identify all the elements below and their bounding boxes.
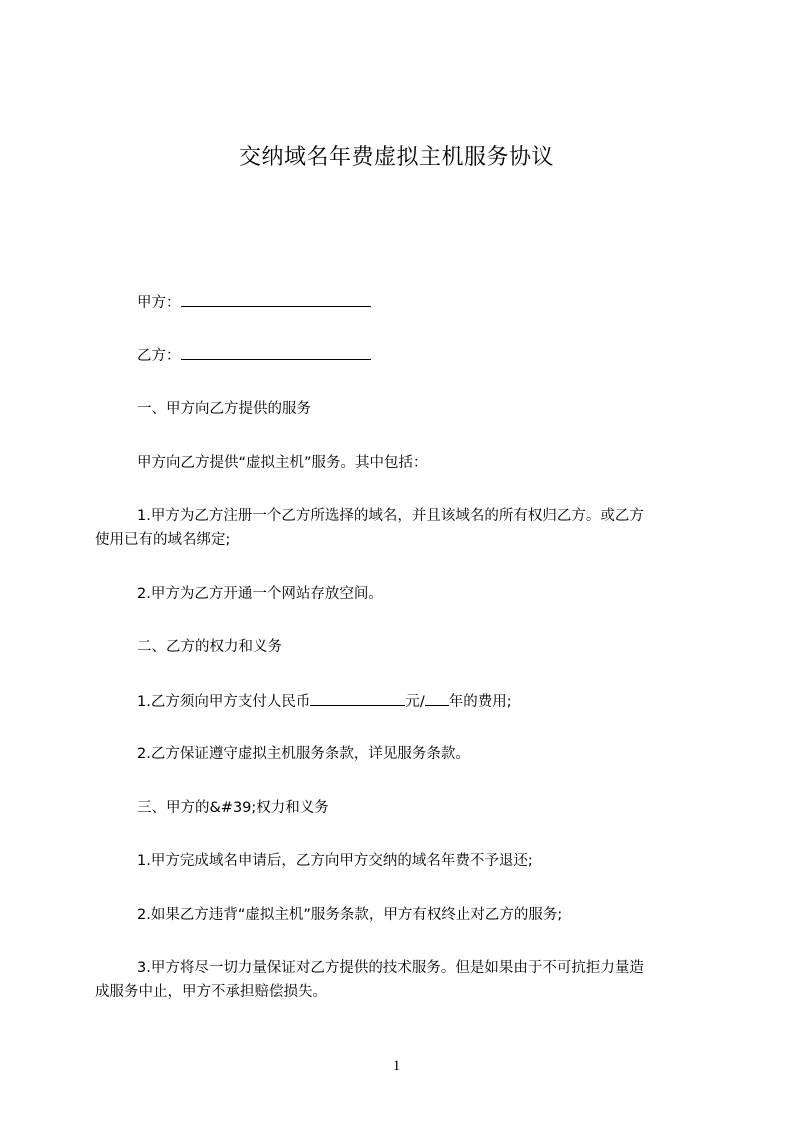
- section-3-item-3-line-2: 成服务中止，甲方不承担赔偿损失。: [95, 984, 327, 1000]
- payment-unit: 元/: [405, 694, 425, 710]
- payment-years-blank: [425, 691, 449, 706]
- section-2-item-2: 2.乙方保证遵守虚拟主机服务条款，详见服务条款。: [137, 746, 470, 762]
- section-3-item-3-line-1: 3.甲方将尽一切力量保证对乙方提供的技术服务。但是如果由于不可抗拒力量造: [137, 960, 644, 976]
- page-number: 1: [392, 1058, 401, 1074]
- party-b-label: 乙方：: [137, 348, 181, 364]
- section-1-item-1-line-1: 1.甲方为乙方注册一个乙方所选择的域名，并且该域名的所有权归乙方。或乙方: [137, 508, 644, 524]
- section-2-heading: 二、乙方的权力和义务: [137, 639, 282, 655]
- section-1-heading: 一、甲方向乙方提供的服务: [137, 401, 311, 417]
- party-a-blank: [181, 292, 371, 307]
- section-1-intro: 甲方向乙方提供“虚拟主机”服务。其中包括：: [137, 455, 428, 471]
- payment-prefix: 1.乙方须向甲方支付人民币: [137, 694, 311, 710]
- party-a-line: [137, 292, 371, 313]
- section-3-heading: 三、甲方的&#39;权力和义务: [137, 800, 329, 816]
- payment-amount-blank: [310, 691, 405, 706]
- payment-suffix: 年的费用;: [448, 694, 512, 710]
- section-3-item-1: 1.甲方完成域名申请后，乙方向甲方交纳的域名年费不予退还;: [137, 853, 533, 869]
- section-1-item-2: 2.甲方为乙方开通一个网站存放空间。: [137, 586, 383, 602]
- page-title: 交纳域名年费虚拟主机服务协议: [238, 145, 554, 170]
- section-1-item-1-line-2: 使用已有的域名绑定;: [95, 532, 231, 548]
- section-3-item-2: 2.如果乙方违背“虚拟主机”服务条款，甲方有权终止对乙方的服务;: [137, 907, 563, 923]
- party-a-label: 甲方：: [137, 295, 181, 311]
- party-b-line: [137, 345, 371, 366]
- party-b-blank: [181, 345, 371, 360]
- section-2-item-1: [137, 691, 512, 712]
